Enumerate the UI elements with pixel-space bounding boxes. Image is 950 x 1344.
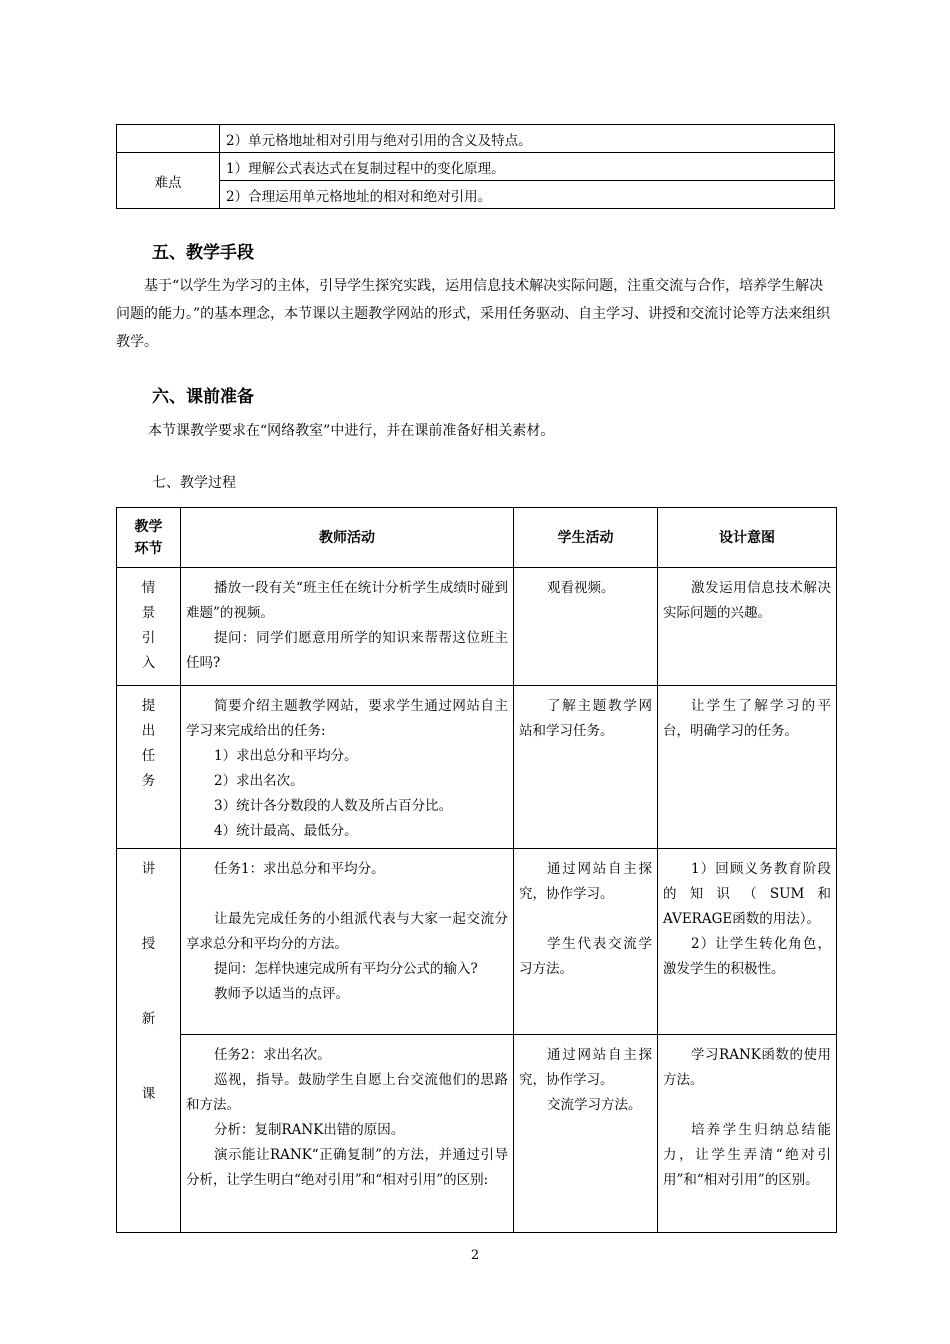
table-row xyxy=(117,1035,837,1233)
section7-heading: 七、教学过程 xyxy=(152,475,236,491)
teacher-activity: 任务1：求出总分和平均分。 让最先完成任务的小组派代表与大家一起交流分享求总分和平均分的方法。 提问：怎样快速完成所有平均分公式的输入? 教师予以适当的点评。 xyxy=(181,849,514,1035)
teaching-process-table xyxy=(116,507,837,1233)
student-activity: 了解主题教学网站和学习任务。 xyxy=(514,686,658,849)
stage-intro: 情 景 引 入 xyxy=(117,568,181,686)
teacher-activity: 播放一段有关“班主任在统计分析学生成绩时碰到难题”的视频。 提问：同学们愿意用所学的知识来帮帮这位班主任吗? xyxy=(181,568,514,686)
page-number: 2 xyxy=(470,1248,480,1263)
student-activity: 通过网站自主探究，协作学习。 学生代表交流学习方法。 xyxy=(514,849,658,1035)
section5-heading: 五、教学手段 xyxy=(152,243,254,263)
difficulty-label: 难点 xyxy=(117,153,220,209)
header-student: 学生活动 xyxy=(514,508,658,568)
student-activity: 通过网站自主探究，协作学习。 交流学习方法。 xyxy=(514,1035,658,1233)
header-design: 设计意图 xyxy=(658,508,837,568)
key-points-table xyxy=(116,124,835,209)
section6-heading: 六、课前准备 xyxy=(152,387,254,407)
design-intent: 学习RANK函数的使用方法。 培养学生归纳总结能力，让学生弄清“绝对引用”和“相对引用”的区别。 xyxy=(658,1035,837,1233)
design-intent: 1）回顾义务教育阶段的知识（SUM和AVERAGE函数的用法）。 2）让学生转化角色，激发学生的积极性。 xyxy=(658,849,837,1035)
design-intent: 激发运用信息技术解决实际问题的兴趣。 xyxy=(658,568,837,686)
section6-paragraph: 本节课教学要求在“网络教室”中进行，并在课前准备好相关素材。 xyxy=(148,423,555,439)
teacher-activity: 任务2：求出名次。 巡视，指导。鼓励学生自愿上台交流他们的思路和方法。 分析：复制RANK出错的原因。 演示能让RANK“正确复制”的方法，并通过引导分析，让学生明白“绝对引用”和“相对引用”的区别: xyxy=(181,1035,514,1233)
design-intent: 让学生了解学习的平台，明确学习的任务。 xyxy=(658,686,837,849)
table-row xyxy=(117,686,837,849)
table-row xyxy=(117,849,837,1035)
difficulty-1: 1）理解公式表达式在复制过程中的变化原理。 xyxy=(220,153,835,181)
table-row xyxy=(117,568,837,686)
stage-task: 提 出 任 务 xyxy=(117,686,181,849)
student-activity: 观看视频。 xyxy=(514,568,658,686)
key-point-2: 2）单元格地址相对引用与绝对引用的含义及特点。 xyxy=(220,125,835,153)
stage-new-lesson: 讲 授 新 课 xyxy=(117,849,181,1233)
table-header-row xyxy=(117,508,837,568)
teacher-activity: 简要介绍主题教学网站，要求学生通过网站自主学习来完成给出的任务: 1）求出总分和平均分。 2）求出名次。 3）统计各分数段的人数及所占百分比。 4）统计最高、最低分。 xyxy=(181,686,514,849)
difficulty-2: 2）合理运用单元格地址的相对和绝对引用。 xyxy=(220,181,835,209)
section5-paragraph: 基于“以学生为学习的主体，引导学生探究实践，运用信息技术解决实际问题，注重交流与合作，培养学生解决问题的能力。”的基本理念，本节课以主题教学网站的形式，采用任务驱动、自主学习、讲授和交流讨论等方法来组织教学。 xyxy=(116,278,831,350)
header-stage: 教学 环节 xyxy=(117,508,181,568)
header-teacher: 教师活动 xyxy=(181,508,514,568)
